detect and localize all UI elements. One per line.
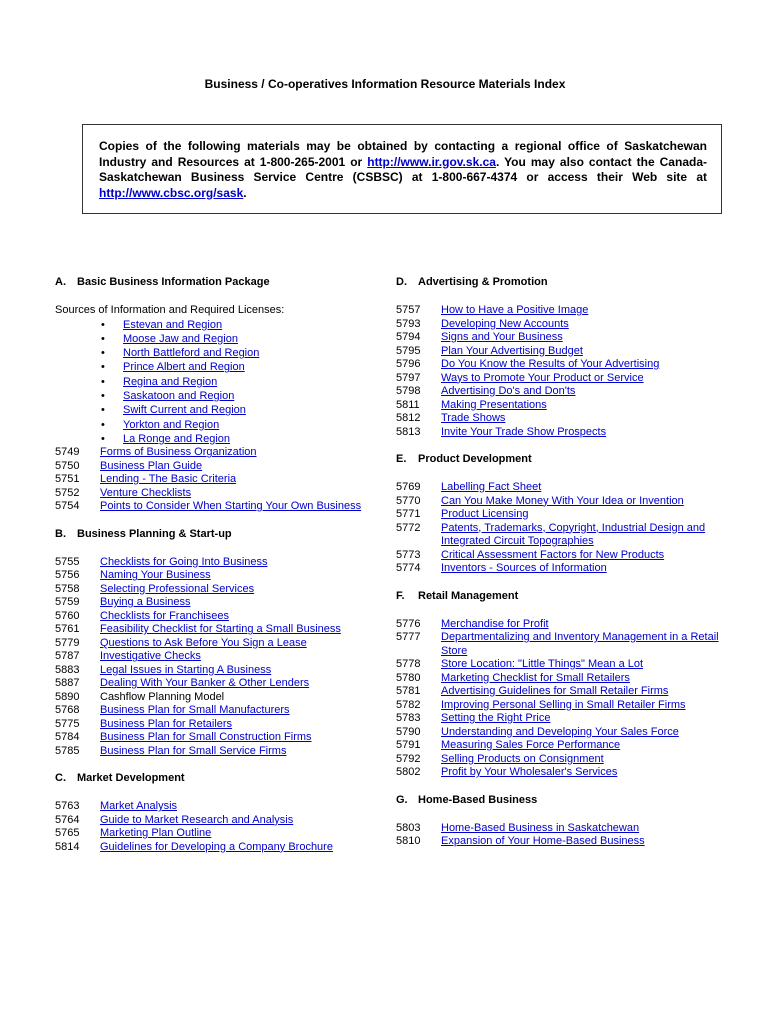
item-label-cell [441,331,726,345]
item-label-cell [441,304,726,318]
item-number: 5791 [396,739,421,751]
item-number: 5759 [55,596,80,609]
material-link[interactable]: Ways to Promote Your Product or Service [441,371,644,384]
region-list-item [101,375,375,389]
cbsc-link[interactable]: http://www.cbsc.org/sask [99,185,244,200]
material-link[interactable]: Departmentalizing and Inventory Management in a Retail Store [441,631,719,657]
page-title: Business / Co-operatives Information Resource Materials Index [204,77,566,91]
list-item [55,473,375,487]
item-label-cell [100,583,375,597]
item-label-cell [100,677,375,691]
item-number: 5777 [396,631,421,643]
material-link[interactable]: Invite Your Trade Show Prospects [441,425,607,438]
material-link[interactable]: Making Presentations [441,398,547,411]
item-label-cell [100,637,375,651]
item-label-cell [441,753,726,767]
item-label-cell [100,487,375,501]
list-item [396,412,726,426]
item-number: 5770 [396,494,421,507]
list-item [396,304,726,318]
item-number: 5794 [396,331,421,343]
item-label-cell [441,399,726,413]
materials-list [55,800,375,854]
item-number: 5802 [396,766,421,778]
item-label-cell [441,358,726,372]
region-list-item [101,389,375,403]
list-item [396,753,726,767]
region-list-item [101,360,375,374]
material-link[interactable]: Guide to Market Research and Analysis [100,813,294,826]
material-link[interactable]: Guidelines for Developing a Company Brochure [100,840,333,853]
material-link[interactable]: Merchandise for Profit [441,617,549,630]
material-link[interactable]: Market Analysis [100,800,178,813]
item-label-cell [441,318,726,332]
material-link[interactable]: Signs and Your Business [441,331,563,343]
item-number: 5760 [55,609,80,622]
item-label-cell [441,562,726,576]
list-item [396,522,726,549]
item-number: 5778 [396,658,421,670]
region-link[interactable]: North Battleford and Region [123,347,260,360]
ir-gov-link[interactable]: http://www.ir.gov.sk.ca [367,154,496,169]
section-letter: F. [396,589,405,602]
list-item [396,345,726,359]
material-link[interactable]: Profit by Your Wholesaler's Services [441,766,618,778]
item-number: 5782 [396,698,421,711]
material-link[interactable]: Understanding and Developing Your Sales Force [441,725,679,738]
list-item [396,549,726,563]
region-link[interactable]: Swift Current and Region [123,404,246,417]
list-item [396,426,726,440]
item-number: 5776 [396,617,421,630]
item-number: 5883 [55,663,80,676]
item-label-cell [100,596,375,610]
item-number: 5763 [55,800,80,813]
item-label-cell [100,841,375,855]
item-label-cell [100,745,375,759]
item-number: 5796 [396,358,421,370]
item-number: 5792 [396,752,421,765]
section-c [55,772,375,854]
item-number: 5773 [396,548,421,561]
list-item [55,814,375,828]
section-letter: A. [55,276,66,288]
list-item [55,650,375,664]
materials-list [396,304,726,439]
list-item [55,610,375,624]
right-column [396,276,726,863]
item-label-cell [441,672,726,686]
item-label-cell [100,704,375,718]
item-label-cell [441,712,726,726]
item-number: 5771 [396,508,421,520]
section-heading [396,276,726,289]
list-item [55,623,375,637]
region-list-item [101,432,375,446]
list-item [55,487,375,501]
item-label-cell [100,731,375,745]
region-link[interactable]: Yorkton and Region [123,418,220,431]
item-number: 5812 [396,412,421,424]
list-item [55,827,375,841]
item-number: 5754 [55,500,80,513]
item-label-cell [441,522,726,549]
list-item [55,704,375,718]
item-number: 5887 [55,677,80,690]
region-list-item [101,318,375,332]
list-item [396,358,726,372]
list-item [55,745,375,759]
material-link[interactable]: Store Location: "Little Things" Mean a Lot [441,658,644,670]
item-number: 5774 [396,562,421,574]
item-label-cell [100,718,375,732]
item-number: 5761 [55,623,80,636]
list-item [396,385,726,399]
section-heading [55,528,375,541]
section-heading [396,794,726,807]
item-label-cell [100,827,375,841]
material-link[interactable]: Checklists for Franchisees [100,609,229,622]
item-number: 5757 [396,304,421,316]
list-item [396,631,726,658]
item-number: 5798 [396,385,421,397]
item-label-cell [100,664,375,678]
section-title: Retail Management [418,589,519,602]
material-link[interactable]: Expansion of Your Home-Based Business [441,835,645,847]
materials-list [396,618,726,780]
item-number: 5756 [55,569,80,582]
item-label-cell [441,658,726,672]
notice-text-2: . You may also contact the Canada-Saskatchewan Business Service Centre (CSBSC) at 1-800-667-4374 or access their Web site at [99,154,707,184]
material-link[interactable]: Legal Issues in Starting A Business [100,663,272,676]
list-item [396,495,726,509]
notice-text-1: Copies of the following materials may be obtained by contacting a regional office of Saskatchewan Industry and Resources at 1-800-265-2001 or [99,139,707,169]
materials-list [396,481,726,576]
material-link[interactable]: Feasibility Checklist for Starting a Small Business [100,623,341,636]
material-link[interactable]: Marketing Plan Outline [100,827,212,840]
materials-list [55,556,375,759]
item-label-cell [441,631,726,658]
list-item [396,331,726,345]
section-heading [396,453,726,466]
section-letter: G. [396,793,408,806]
list-item [396,399,726,413]
list-item [396,822,726,836]
section-letter: B. [55,527,66,540]
section-heading [396,590,726,603]
material-link[interactable]: Selecting Professional Services [100,582,255,595]
material-link[interactable]: Naming Your Business [100,569,211,582]
item-number: 5790 [396,725,421,738]
list-item [396,508,726,522]
item-label-cell [100,556,375,570]
item-number: 5764 [55,813,80,826]
item-number: 5768 [55,704,80,717]
material-link[interactable]: Critical Assessment Factors for New Products [441,548,665,561]
list-item [396,835,726,849]
list-item [396,372,726,386]
material-link[interactable]: Business Plan for Retailers [100,717,233,730]
item-label-cell [100,650,375,664]
item-label-cell [441,739,726,753]
material-link[interactable]: Business Plan Guide [100,459,203,472]
list-item [55,718,375,732]
item-number: 5751 [55,473,80,486]
material-link[interactable]: Points to Consider When Starting Your Own Business [100,500,362,513]
item-label-cell [100,814,375,828]
material-link[interactable]: Dealing With Your Banker & Other Lenders [100,677,310,690]
region-list-item [101,418,375,432]
item-number: 5787 [55,650,80,663]
list-item [396,712,726,726]
material-link[interactable]: How to Have a Positive Image [441,304,589,316]
list-item [55,677,375,691]
material-link[interactable]: Marketing Checklist for Small Retailers [441,671,630,684]
material-link[interactable]: Advertising Guidelines for Small Retailer Firms [441,685,669,697]
item-label-cell [100,610,375,624]
list-item [55,664,375,678]
notice-text-3: . [243,185,247,200]
section-heading [55,276,375,289]
material-link[interactable]: Venture Checklists [100,486,192,499]
material-link[interactable]: Business Plan for Small Service Firms [100,744,287,757]
item-number: 5750 [55,459,80,472]
material-link[interactable]: Patents, Trademarks, Copyright, Industrial Design and Integrated Circuit Topographies [441,521,706,547]
list-item [55,500,375,514]
material-link[interactable]: Do You Know the Results of Your Advertising [441,358,660,370]
item-label-cell [100,691,375,705]
list-item [55,460,375,474]
material-link[interactable]: Measuring Sales Force Performance [441,739,621,751]
region-link[interactable]: La Ronge and Region [123,432,231,445]
item-number: 5803 [396,821,421,834]
list-item [55,691,375,705]
list-item [55,841,375,855]
item-label-cell [100,800,375,814]
material-link[interactable]: Inventors - Sources of Information [441,562,607,574]
material-link[interactable]: Forms of Business Organization [100,446,257,459]
item-number: 5780 [396,671,421,684]
material-link[interactable]: Developing New Accounts [441,317,569,330]
section-intro: Sources of Information and Required Licenses: [55,304,285,316]
section-letter: E. [396,453,407,465]
item-number: 5769 [396,481,421,493]
list-item [55,583,375,597]
list-item [396,685,726,699]
item-label-cell [441,699,726,713]
section-f [396,590,726,780]
section-e [396,453,726,576]
section-title: Basic Business Information Package [77,276,270,288]
item-number: 5765 [55,827,80,840]
list-item [396,672,726,686]
left-column [55,276,375,868]
item-label-cell [100,623,375,637]
section-title: Market Development [77,772,185,785]
section-letter: D. [396,276,407,288]
list-item [396,562,726,576]
region-list-item [101,403,375,417]
item-label-cell [441,685,726,699]
section-title: Advertising & Promotion [418,276,548,288]
item-number: 5785 [55,744,80,757]
item-label-cell [441,508,726,522]
material-link[interactable]: Advertising Do's and Don'ts [441,385,576,397]
item-number: 5890 [55,690,80,703]
item-label-cell [441,412,726,426]
item-number: 5752 [55,486,80,499]
materials-list [55,446,375,514]
item-label-cell [441,385,726,399]
section-a [55,276,375,514]
list-item [396,481,726,495]
list-item [55,596,375,610]
section-b [55,528,375,759]
item-number: 5779 [55,636,80,649]
region-link[interactable]: Regina and Region [123,375,218,388]
region-list [55,318,375,447]
notice-box [82,124,722,214]
material-link[interactable]: Lending - The Basic Criteria [100,473,237,486]
region-link[interactable]: Moose Jaw and Region [123,332,238,345]
material-link[interactable]: Labelling Fact Sheet [441,481,542,493]
section-title: Business Planning & Start-up [77,527,232,540]
material-link[interactable]: Can You Make Money With Your Idea or Invention [441,494,684,507]
material-link[interactable]: Selling Products on Consignment [441,752,604,765]
list-item [396,618,726,632]
material-link[interactable]: Business Plan for Small Construction Firms [100,731,312,744]
material-link[interactable]: Home-Based Business in Saskatchewan [441,821,640,834]
item-label-cell [100,473,375,487]
item-number: 5772 [396,521,421,534]
list-item [55,731,375,745]
item-number: 5797 [396,371,421,384]
item-number: 5749 [55,446,80,459]
item-label-cell [441,726,726,740]
section-heading [55,772,375,785]
item-label-cell [441,426,726,440]
list-item [396,699,726,713]
material-link[interactable]: Buying a Business [100,596,191,609]
item-label-cell [100,446,375,460]
item-label-cell [441,481,726,495]
material-link[interactable]: Checklists for Going Into Business [100,555,268,568]
item-label-cell [441,822,726,836]
item-number: 5811 [396,398,420,411]
region-list-item [101,346,375,360]
item-label-cell [100,500,375,514]
list-item [396,658,726,672]
region-link[interactable]: Estevan and Region [123,318,223,331]
item-label-cell [441,766,726,780]
item-label-cell [441,345,726,359]
list-item [396,739,726,753]
item-number: 5781 [396,685,421,697]
item-label-cell [441,372,726,386]
section-g [396,794,726,849]
list-item [396,318,726,332]
material-link[interactable]: Setting the Right Price [441,712,551,724]
section-title: Product Development [418,453,532,465]
region-link[interactable]: Prince Albert and Region [123,361,245,374]
item-label-cell [441,835,726,849]
section-d [396,276,726,439]
item-number: 5813 [396,425,421,438]
material-link[interactable]: Product Licensing [441,508,529,520]
material-link[interactable]: Improving Personal Selling in Small Retailer Firms [441,698,686,711]
list-item [55,569,375,583]
list-item [55,637,375,651]
list-item [396,726,726,740]
item-number: 5758 [55,582,80,595]
item-number: 5795 [396,344,421,357]
item-number: 5783 [396,712,421,724]
materials-list [396,822,726,849]
material-link[interactable]: Questions to Ask Before You Sign a Lease [100,636,307,649]
item-number: 5755 [55,555,80,568]
item-number: 5793 [396,317,421,330]
section-letter: C. [55,772,66,785]
item-number: 5814 [55,840,80,853]
material-link[interactable]: Trade Shows [441,412,506,424]
material-link[interactable]: Business Plan for Small Manufacturers [100,704,290,717]
material-link[interactable]: Investigative Checks [100,650,201,663]
item-label-cell [441,618,726,632]
list-item [396,766,726,780]
item-label-cell [441,495,726,509]
item-number: 5775 [55,717,80,730]
item-label-cell [441,549,726,563]
item-number: 5810 [396,835,421,847]
item-number: 5784 [55,731,80,744]
list-item [55,800,375,814]
list-item [55,556,375,570]
region-list-item [101,332,375,346]
item-label-cell [100,460,375,474]
material-link[interactable]: Plan Your Advertising Budget [441,344,583,357]
section-title: Home-Based Business [418,793,538,806]
material-label: Cashflow Planning Model [100,690,225,703]
item-label-cell [100,569,375,583]
region-link[interactable]: Saskatoon and Region [123,389,235,402]
list-item [55,446,375,460]
